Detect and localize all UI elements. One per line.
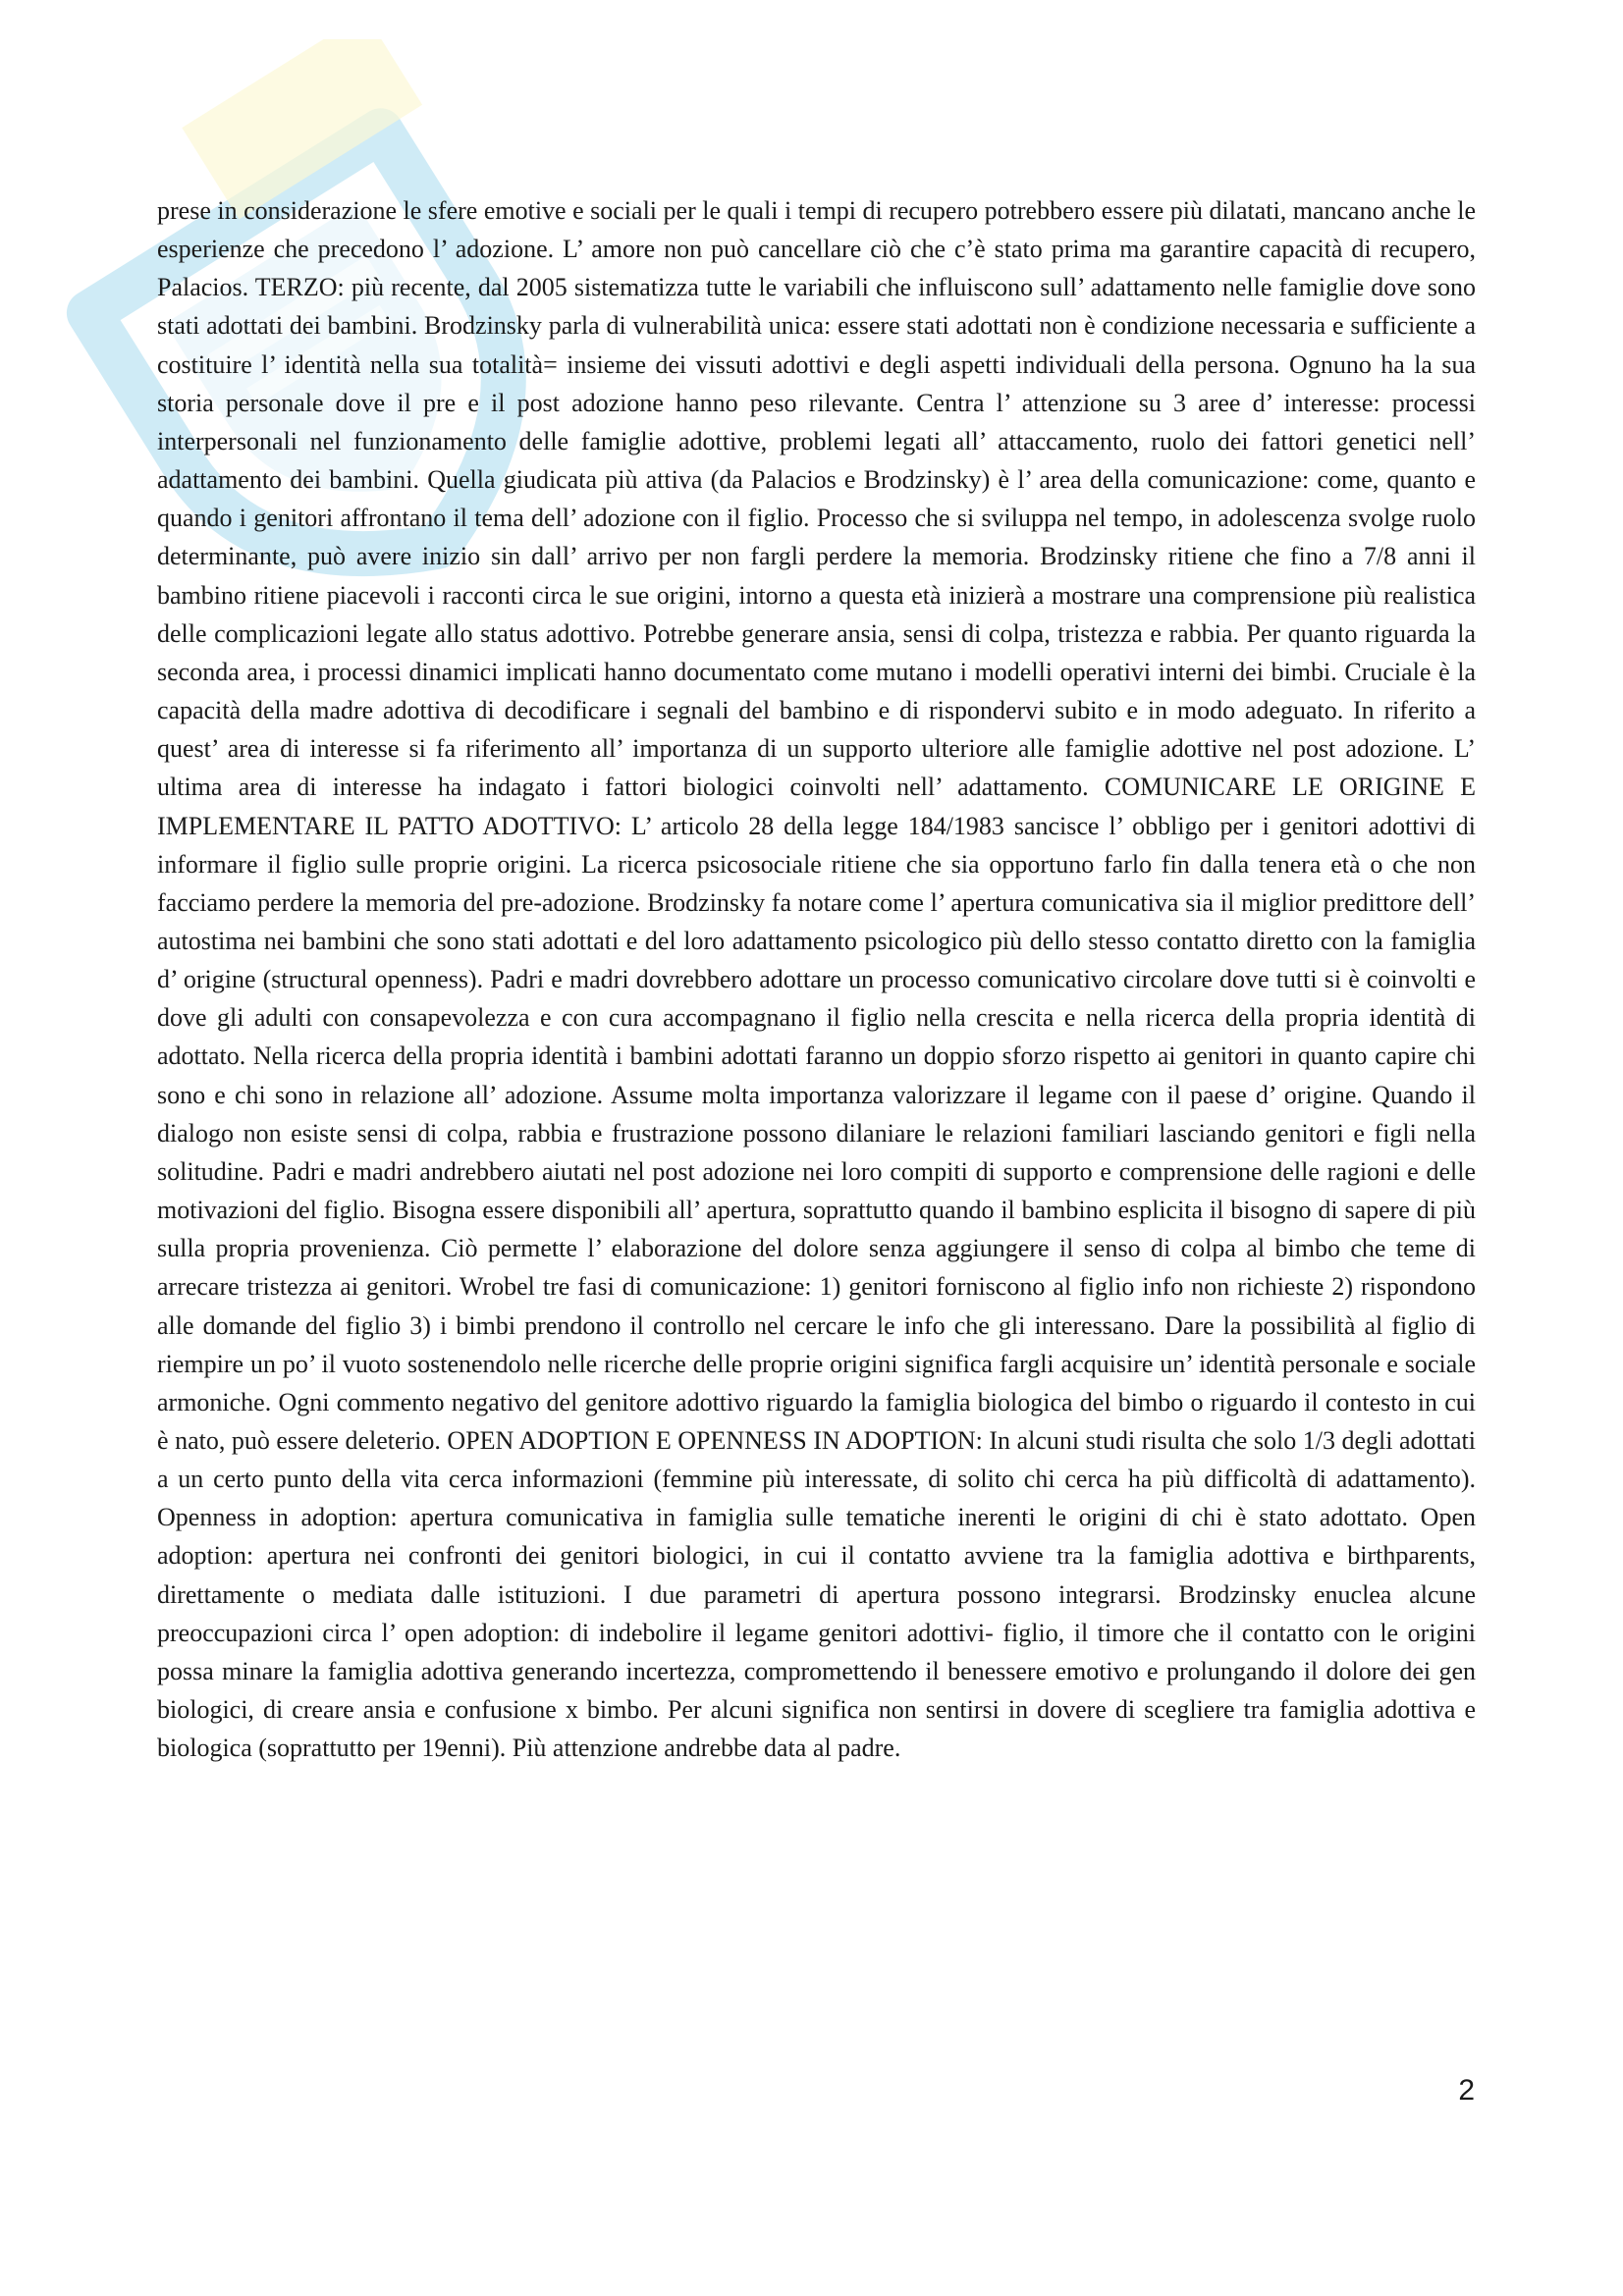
body-paragraph: prese in considerazione le sfere emotive e sociali per le quali i tempi di recupero potrebbero essere più dilatati, mancano anche le esperienze che precedono l’ adozione. L’ amore non può cancellare ciò che c’è stato prima ma garantire capacità di recupero, Palacios. TERZO: più recente, dal 2005 sistematizza tutte le variabili che influiscono sull’ adattamento nelle famiglie dove sono stati adottati dei bambini. Brodzinsky parla di vulnerabilità unica: essere stati adottati non è condizione necessaria e sufficiente a costituire l’ identità nella sua totalità= insieme dei vissuti adottivi e degli aspetti individuali della persona. Ognuno ha la sua storia personale dove il pre e il post adozione hanno peso rilevante. Centra l’ attenzione su 3 aree d’ interesse: processi interpersonali nel funzionamento delle famiglie adottive, problemi legati all’ attaccamento, ruolo dei fattori genetici nell’ adattamento dei bambini. Quella giudicata più attiva (da Palacios e Brodzinsky) è l’ area della comunicazione: come, quanto e quando i genitori affrontano il tema dell’ adozione con il figlio. Processo che si sviluppa nel tempo, in adolescenza svolge ruolo determinante, può avere inizio sin dall’ arrivo per non fargli perdere la memoria. Brodzinsky ritiene che fino a 7/8 anni il bambino ritiene piacevoli i racconti circa le sue origini, intorno a questa età inizierà a mostrare una comprensione più realistica delle complicazioni legate allo status adottivo. Potrebbe generare ansia, sensi di colpa, tristezza e rabbia. Per quanto riguarda la seconda area, i processi dinamici implicati hanno documentato come mutano i modelli operativi interni dei bimbi. Cruciale è la capacità della madre adottiva di decodificare i segnali del bambino e di rispondervi subito e in modo adeguato. In riferito a quest’ area di interesse si fa riferimento all’ importanza di un supporto ulteriore alle famiglie adottive nel post adozione. L’ ultima area di interesse ha indagato i fattori biologici coinvolti nell’ adattamento. COMUNICARE LE ORIGINE E IMPLEMENTARE IL PATTO ADOTTIVO: L’ articolo 28 della legge 184/1983 sancisce l’ obbligo per i genitori adottivi di informare il figlio sulle proprie origini. La ricerca psicosociale ritiene che sia opportuno farlo fin dalla tenera età o che non facciamo perdere la memoria del pre-adozione. Brodzinsky fa notare come l’ apertura comunicativa sia il miglior predittore dell’ autostima nei bambini che sono stati adottati e del loro adattamento psicologico più dello stesso contatto diretto con la famiglia d’ origine (structural openness). Padri e madri dovrebbero adottare un processo comunicativo circolare dove tutti si è coinvolti e dove gli adulti con consapevolezza e con cura accompagnano il figlio nella crescita e nella ricerca della propria identità di adottato. Nella ricerca della propria identità i bambini adottati faranno un doppio sforzo rispetto ai genitori in quanto capire chi sono e chi sono in relazione all’ adozione. Assume molta importanza valorizzare il legame con il paese d’ origine. Quando il dialogo non esiste sensi di colpa, rabbia e frustrazione possono dilaniare le relazioni familiari lasciando genitori e figli nella solitudine. Padri e madri andrebbero aiutati nel post adozione nei loro compiti di supporto e comprensione delle ragioni e delle motivazioni del figlio. Bisogna essere disponibili all’ apertura, soprattutto quando il bambino esplicita il bisogno di sapere di più sulla propria provenienza. Ciò permette l’ elaborazione del dolore senza aggiungere il senso di colpa al bimbo che teme di arrecare tristezza ai genitori. Wrobel tre fasi di comunicazione: 1) genitori forniscono al figlio info non richieste 2) rispondono alle domande del figlio 3) i bimbi prendono il controllo nel cercare le info che gli interessano. Dare la possibilità al figlio di riempire un po’ il vuoto sostenendolo nelle ricerche delle proprie origini significa fargli acquisire un’ identità personale e sociale armoniche. Ogni commento negativo del genitore adottivo riguardo la famiglia biologica del bimbo o riguardo il contesto in cui è nato, può essere deleterio. OPEN ADOPTION E OPENNESS IN ADOPTION: In alcuni studi risulta che solo 1/3 degli adottati a un certo punto della vita cerca informazioni (femmine più interessate, di solito chi cerca ha più difficoltà di adattamento). Openness in adoption: apertura comunicativa in famiglia sulle tematiche inerenti le origini di chi è stato adottato. Open adoption: apertura nei confronti dei genitori biologici, in cui il contatto avviene tra la famiglia adottiva e birthparents, direttamente o mediata dalle istituzioni. I due parametri di apertura possono integrarsi. Brodzinsky enuclea alcune preoccupazioni circa l’ open adoption: di indebolire il legame genitori adottivi- figlio, il timore che il contatto con le origini possa minare la famiglia adottiva generando incertezza, compromettendo il benessere emotivo e prolungando il dolore dei gen biologici, di creare ansia e confusione x bimbo. Per alcuni significa non sentirsi in dovere di scegliere tra famiglia adottiva e biologica (soprattutto per 19enni). Più attenzione andrebbe data al padre. xyxy=(157,196,1476,1763)
page-number: 2 xyxy=(1458,2074,1475,2107)
